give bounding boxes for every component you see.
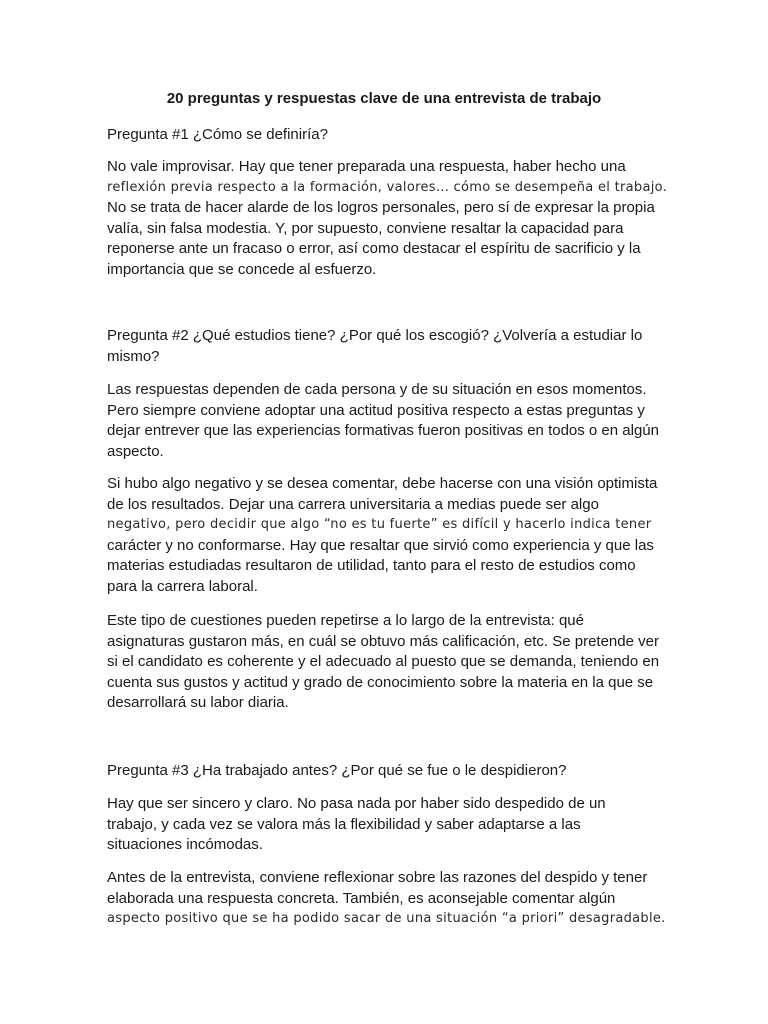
answer-paragraph: [107, 474, 677, 597]
text-line: mismo?: [107, 347, 160, 365]
text-line: de los resultados. Dejar una carrera universitaria a medias puede ser algo: [107, 495, 599, 513]
text-line: importancia que se concede al esfuerzo.: [107, 260, 377, 278]
question-heading: [107, 125, 677, 146]
text-line: Las respuestas dependen de cada persona y de su situación en esos momentos.: [107, 381, 647, 398]
answer-paragraph: [107, 157, 677, 280]
document-title: 20 preguntas y respuestas clave de una entrevista de trabajo: [166, 90, 602, 107]
text-line: trabajo, y cada vez se valora más la flexibilidad y saber adaptarse a las: [107, 815, 581, 833]
text-line: dejar entrever que las experiencias formativas fueron positivas en todos o en algún: [107, 422, 659, 439]
answer-paragraph: [107, 380, 677, 462]
text-line: Pregunta #2 ¿Qué estudios tiene? ¿Por qué los escogió? ¿Volvería a estudiar lo: [107, 327, 643, 344]
text-line: No se trata de hacer alarde de los logros personales, pero sí de expresar la propia: [107, 199, 655, 216]
text-line: Si hubo algo negativo y se desea comentar, debe hacerse con una visión optimista: [107, 475, 658, 492]
text-line: si el candidato es coherente y el adecuado al puesto que se demanda, teniendo en: [107, 653, 660, 670]
text-line: Pero siempre conviene adoptar una actitud positiva respecto a estas preguntas y: [107, 401, 645, 419]
text-line: aspecto positivo que se ha podido sacar de una situación “a priori” desagradable.: [107, 911, 666, 926]
text-line: asignaturas gustaron más, en cuál se obtuvo más calificación, etc. Se pretende ver: [107, 632, 659, 650]
text-line: Antes de la entrevista, conviene reflexionar sobre las razones del despido y tener: [107, 869, 648, 886]
text-line: reflexión previa respecto a la formación, valores… cómo se desempeña el trabajo.: [107, 179, 668, 195]
text-line: valía, sin falsa modestia. Y, por supuesto, conviene resaltar la capacidad para: [107, 219, 624, 237]
text-line: reponerse ante un fracaso o error, así como destacar el espíritu de sacrificio y la: [107, 240, 641, 257]
answer-paragraph: [107, 868, 677, 930]
text-line: Pregunta #3 ¿Ha trabajado antes? ¿Por qué se fue o le despidieron?: [107, 762, 567, 779]
question-heading: [107, 761, 677, 782]
text-line: aspecto.: [107, 442, 164, 460]
text-line: para la carrera laboral.: [107, 577, 258, 595]
text-line: Este tipo de cuestiones pueden repetirse a lo largo de la entrevista: qué: [107, 612, 584, 629]
text-line: cuenta sus gustos y actitud y grado de conocimiento sobre la materia en la que se: [107, 673, 654, 691]
text-line: negativo, pero decidir que algo “no es tu fuerte” es difícil y hacerlo indica tener: [107, 517, 652, 532]
text-line: carácter y no conformarse. Hay que resaltar que sirvió como experiencia y que las: [107, 536, 654, 554]
text-line: No vale improvisar. Hay que tener preparada una respuesta, haber hecho una: [107, 158, 626, 175]
text-line: situaciones incómodas.: [107, 836, 263, 853]
answer-paragraph: [107, 611, 677, 714]
text-line: materias estudiadas resultaron de utilidad, tanto para el resto de estudios como: [107, 557, 636, 574]
answer-paragraph: [107, 794, 677, 856]
text-line: desarrollará su labor diaria.: [107, 694, 289, 711]
question-heading: [107, 326, 677, 367]
text-line: Pregunta #1 ¿Cómo se definiría?: [107, 126, 328, 143]
text-line: elaborada una respuesta concreta. También, es aconsejable comentar algún: [107, 889, 616, 907]
text-line: Hay que ser sincero y claro. No pasa nada por haber sido despedido de un: [107, 795, 606, 812]
